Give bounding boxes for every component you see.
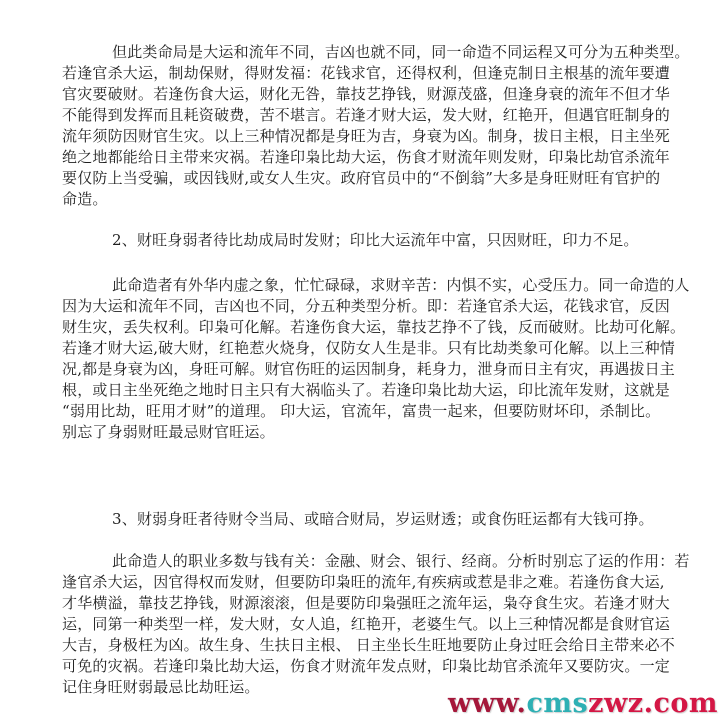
text-line: 绝之地都能给日主带来灾祸。若逢印枭比劫大运，伤食才财流年则发财，印枭比劫官杀流年: [62, 148, 671, 166]
text-line: 命造。: [62, 190, 108, 208]
text-line: 但此类命局是大运和流年不同，吉凶也就不同，同一命造不同运程又可分为五种类型。: [112, 43, 690, 61]
paragraph: [62, 551, 690, 698]
text-line: “弱用比劫，旺用才财”的道理。 印大运，官流年，富贵一起来，但要防财坏印，杀制比。: [62, 402, 661, 420]
text-line: 不能得到发挥而且耗资破费，苦不堪言。若逢才财大运，发大财，红艳开，但遇官旺制身的: [62, 106, 671, 124]
text-line: 3、财弱身旺者待财令当局、或暗合财局，岁运财透；或食伤旺运都有大钱可挣。: [112, 510, 654, 528]
text-line: 因为大运和流年不同，吉凶也不同，分五种类型分析。即：若逢官杀大运，花钱求官，反因: [62, 297, 671, 315]
text-line: 若逢官杀大运，制劫保财，得财发福：花钱求官，还得权利，但逢克制日主根基的流年要遭: [62, 64, 671, 82]
text-line: 运，同第一种类型一样，发大财，女人追，红艳开，老婆生气。以上三种情况都是食财官运: [62, 615, 671, 633]
text-line: 记住身旺财弱最忌比劫旺运。: [62, 678, 260, 696]
text-line: 别忘了身弱财旺最忌财官旺运。: [62, 423, 275, 441]
text-line: 逢官杀大运，因官得权而发财，但要防印枭旺的流年,有疾病或惹是非之难。若逢伤食大运,: [62, 573, 665, 591]
paragraph: [62, 42, 690, 210]
text-line: 大吉，身极枉为凶。故生身、生扶日主根、 日主坐长生旺地要防止身过旺会给日主带来必不: [62, 636, 675, 654]
text-line: 流年须防因财官生灾。以上三种情况都是身旺为吉，身衰为凶。制身，拔日主根，日主坐死: [62, 127, 671, 145]
document-body: [62, 42, 690, 698]
text-line: 2、财旺身弱者待比劫成局时发财；印比大运流年中富，只因财旺，印力不足。: [112, 231, 639, 249]
watermark-segment: cms: [526, 688, 589, 719]
text-line: 财生灾，丢失权利。印枭可化解。若逢伤食大运，靠技艺挣不了钱，反而破财。比劫可化解。: [62, 318, 686, 336]
watermark: [448, 688, 718, 719]
section-heading: [62, 230, 664, 251]
paragraph: [62, 275, 690, 443]
text-line: 此命造者有外华内虚之象，忙忙碌碌，求财辛苦：内惧不实，心受压力。同一命造的人: [112, 276, 690, 294]
text-line: 此命造人的职业多数与钱有关：金融、财会、银行、经商。分析时别忘了运的作用：若: [112, 552, 690, 570]
text-line: 根，或日主坐死绝之地时日主只有大祸临头了。若逢印枭比劫大运，印比流年发财，这就是: [62, 381, 671, 399]
watermark-segment: zwz.com: [588, 688, 718, 719]
section-heading: [62, 509, 664, 530]
text-line: 可免的灾祸。若逢印枭比劫大运，伤食才财流年发点财，印枭比劫官杀流年又要防灾。一定: [62, 657, 671, 675]
text-line: 才华横溢，靠技艺挣钱，财源滚滚，但是要防印枭强旺之流年运，枭夺食生灾。若逢才财大: [62, 594, 671, 612]
text-line: 官灾要破财。若逢伤食大运，财化无咎，靠技艺挣钱，财源茂盛，但逢身衰的流年不但才华: [62, 85, 671, 103]
text-line: 况,都是身衰为凶，身旺可解。财官伤旺的运因制身，耗身力，泄身而日主有灾，再遇拔日主: [62, 360, 675, 378]
text-line: 要仅防上当受骗，或因钱财,或女人生灾。政府官员中的“不倒翁”大多是身旺财旺有官护的: [62, 169, 661, 187]
watermark-segment: www.: [448, 688, 527, 719]
text-line: 若逢才财大运,破大财，红艳惹火烧身，仅防女人生是非。只有比劫类象可化解。以上三种情: [62, 339, 675, 357]
